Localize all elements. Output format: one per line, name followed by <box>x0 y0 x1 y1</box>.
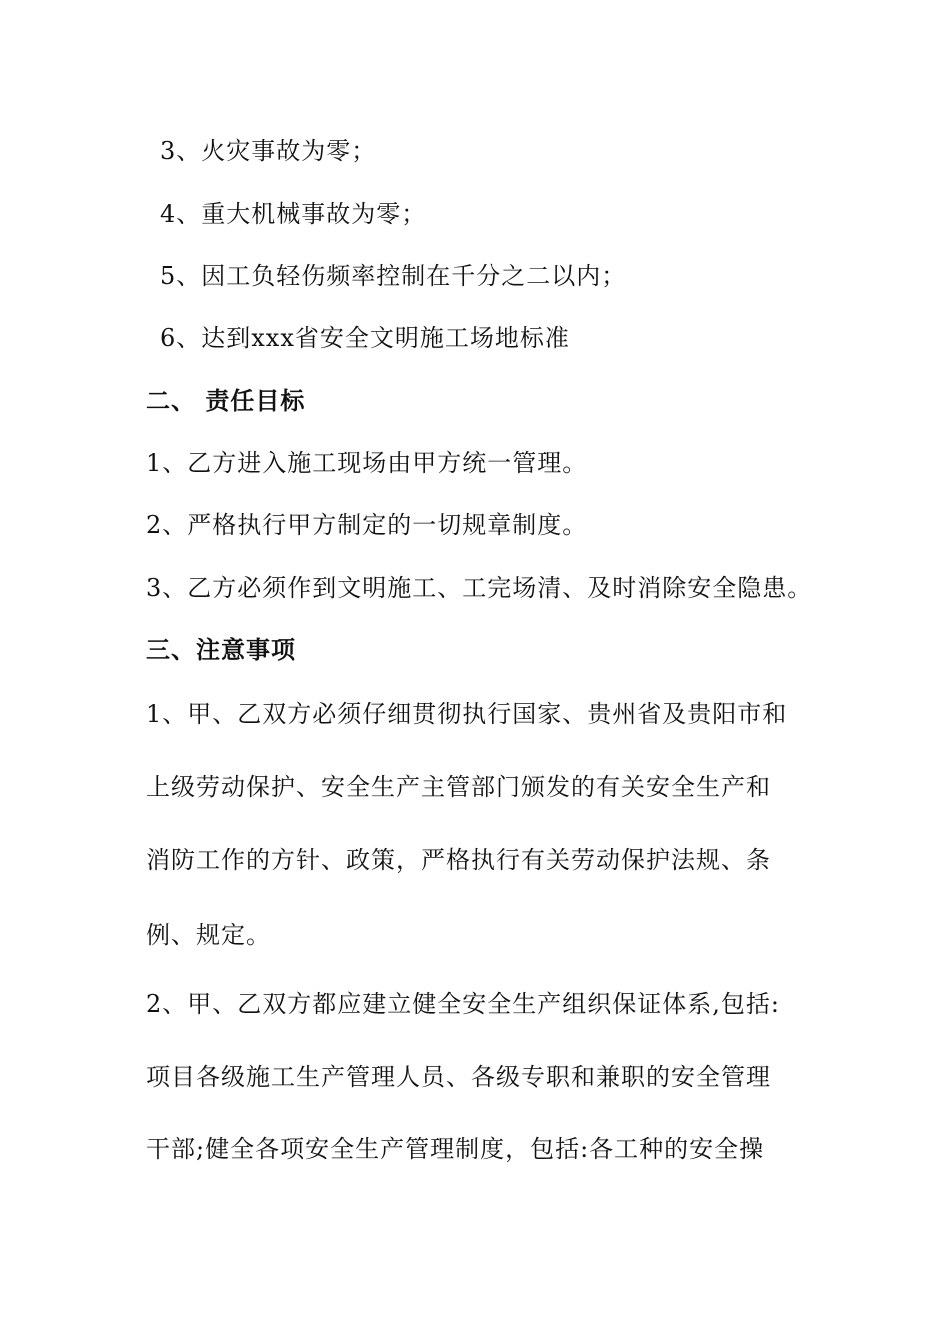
notes-item-2-line: 干部;健全各项安全生产管理制度，包括:各工种的安全操 <box>146 1135 765 1163</box>
notes-item-1-line: 消防工作的方针、政策，严格执行有关劳动保护法规、条 <box>146 846 771 874</box>
responsibility-item-3: 3、乙方必须作到文明施工、工完场清、及时消除安全隐患。 <box>146 574 813 602</box>
goal-item-3: 3、火灾事故为零； <box>160 137 377 165</box>
goal-item-5: 5、因工负轻伤频率控制在千分之二以内； <box>160 262 627 290</box>
section-heading-notes: 三、注意事项 <box>146 636 296 664</box>
responsibility-item-1: 1、乙方进入施工现场由甲方统一管理。 <box>146 449 588 477</box>
notes-item-2-line: 项目各级施工生产管理人员、各级专职和兼职的安全管理 <box>146 1063 771 1091</box>
goal-item-6: 6、达到xxx省安全文明施工场地标准 <box>160 324 570 352</box>
notes-item-1-line: 上级劳动保护、安全生产主管部门颁发的有关安全生产和 <box>146 773 771 801</box>
responsibility-item-2: 2、严格执行甲方制定的一切规章制度。 <box>146 511 588 539</box>
goal-item-4: 4、重大机械事故为零； <box>160 200 427 228</box>
notes-item-1-line: 1、甲、乙双方必须仔细贯彻执行国家、贵州省及贵阳市和 <box>146 700 788 728</box>
section-heading-responsibility: 二、 责任目标 <box>146 387 306 415</box>
notes-item-2-line: 2、甲、乙双方都应建立健全安全生产组织保证体系,包括: <box>146 990 780 1018</box>
notes-item-1-line: 例、规定。 <box>146 921 271 949</box>
